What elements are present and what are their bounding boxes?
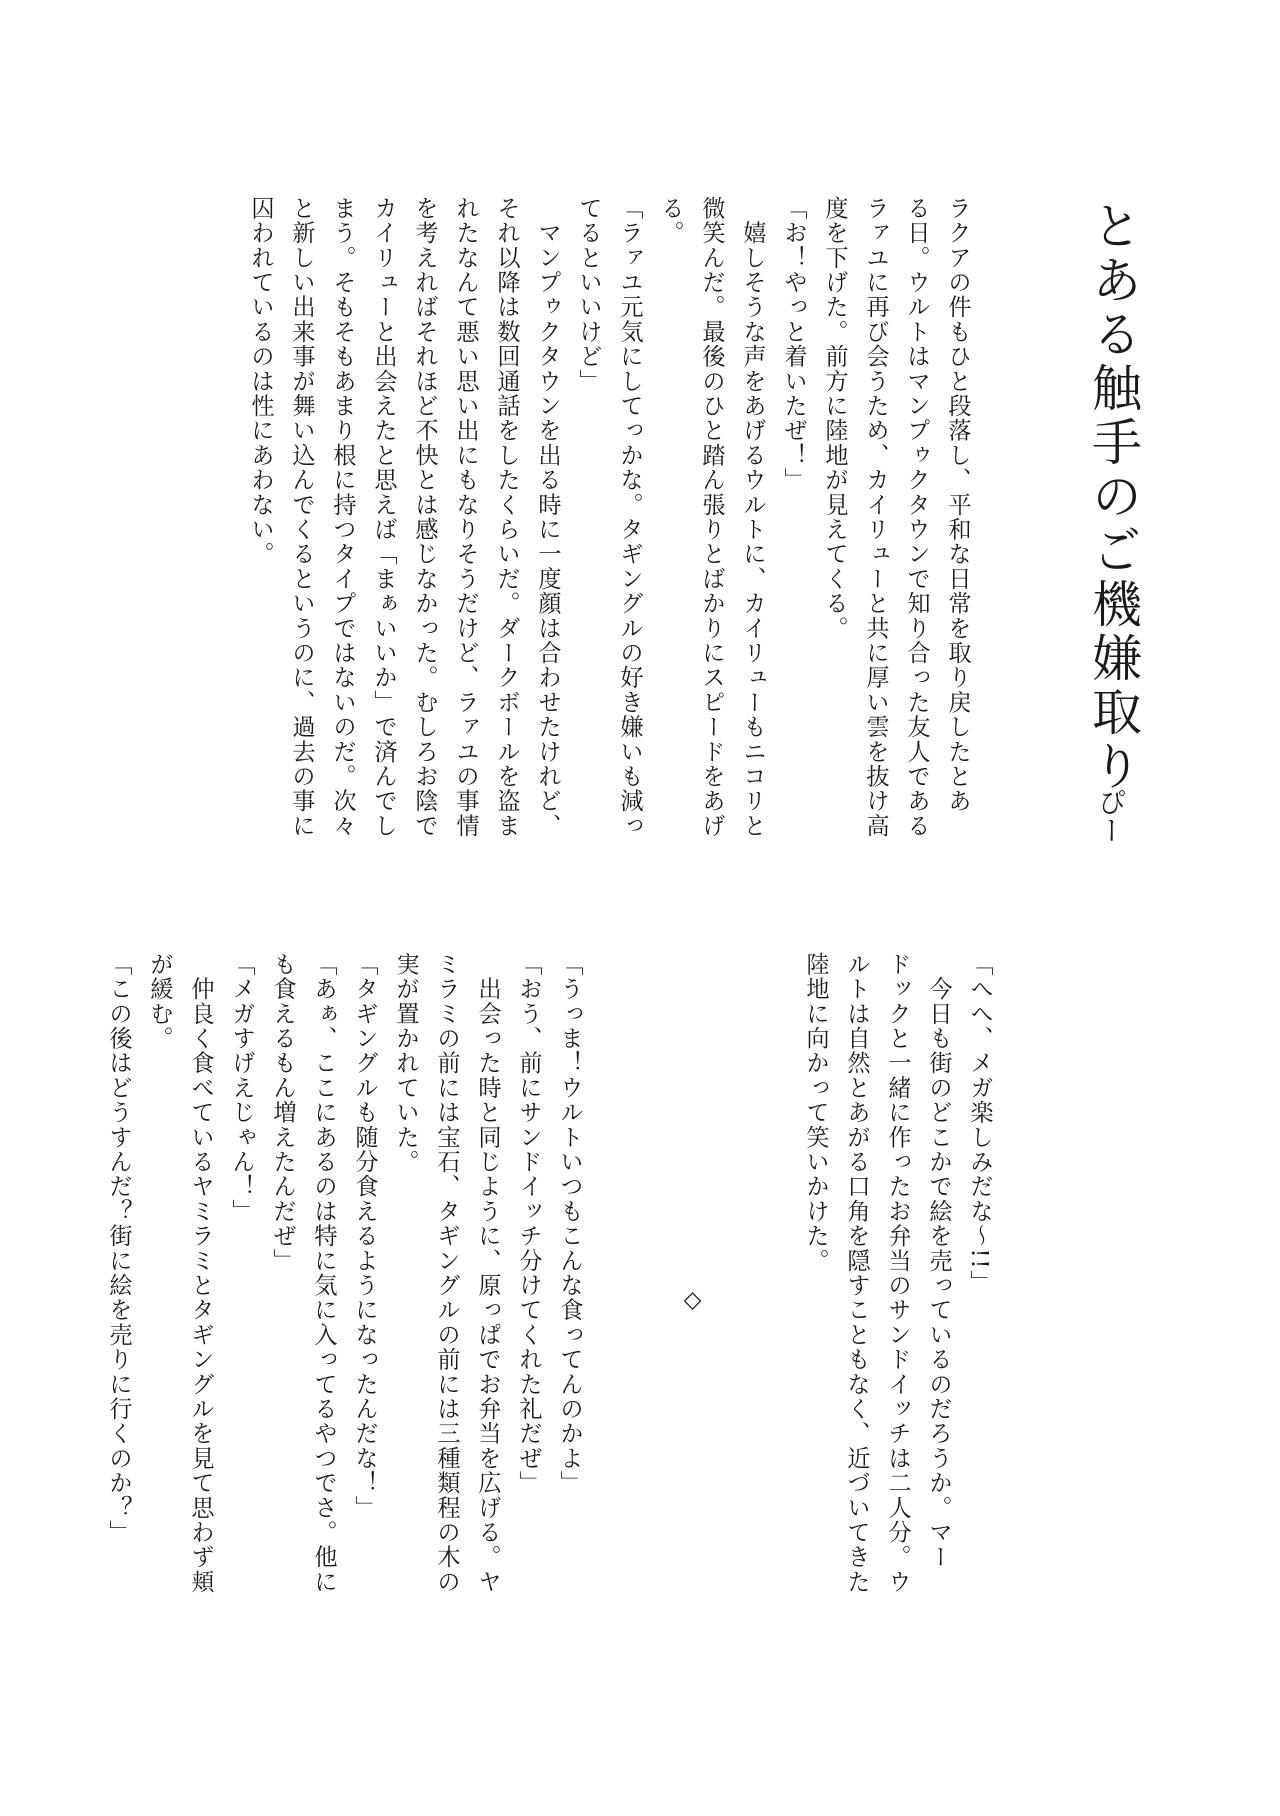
- text-line: 微笑んだ。最後のひと踏ん張りとばかりにスピードをあげ: [698, 196, 725, 839]
- text-line: 陸地に向かって笑いかけた。: [802, 952, 829, 1274]
- text-line: 「へへ、メガ楽しみだな〜!!」: [966, 952, 993, 1295]
- text-line: る日。ウルトはマンプゥクタウンで知り合った友人である: [903, 196, 930, 839]
- text-line: 今日も街のどこかで絵を売っているのだろうか。マー: [925, 952, 952, 1570]
- text-line: カイリューと出会えたと思えば「まぁいいか」で済んでし: [370, 196, 397, 839]
- text-line: 「タギングルも随分食えるようになったんだな！」: [351, 952, 378, 1521]
- text-line: ルトは自然とあがる口角を隠すこともなく、近づいてきた: [843, 952, 870, 1595]
- text-line: マンプゥクタウンを出る時に一度顔は合わせたけれど、: [534, 196, 561, 839]
- author-name: ぴー: [1094, 788, 1127, 844]
- text-block-bottom: [105, 952, 1000, 1648]
- text-block-top: [160, 196, 978, 876]
- text-line: ミラミの前には宝石、タギングルの前には三種類程の木の: [433, 952, 460, 1595]
- text-line: 「この後はどうすんだ？街に絵を売りに行くのか？」: [105, 952, 132, 1545]
- text-line: も食えるもん増えたんだぜ」: [269, 952, 296, 1274]
- text-line: を考えればそれほど不快とは感じなかった。むしろお陰で: [411, 196, 438, 839]
- text-line: 実が置かれていた。: [392, 952, 419, 1175]
- text-line: 「おう、前にサンドイッチ分けてくれた礼だぜ」: [515, 952, 542, 1496]
- text-line: れたなんて悪い思い出にもなりそうだけど、ラァユの事情: [452, 196, 479, 839]
- text-line: 「メガすげえじゃん！」: [228, 952, 255, 1224]
- text-line: 「うっま！ウルトいつもこんな食ってんのかよ」: [556, 952, 583, 1496]
- text-line: てるといいけど」: [575, 196, 602, 394]
- text-line: 仲良く食べているヤミラミとタギングルを見て思わず頬: [187, 952, 214, 1595]
- text-line: ラクアの件もひと段落し、平和な日常を取り戻したとあ: [944, 196, 971, 814]
- text-line: が緩む。: [146, 952, 173, 1051]
- text-line: 出会った時と同じように、原っぱでお弁当を広げる。ヤ: [474, 952, 501, 1595]
- section-gap: [713, 952, 795, 1648]
- text-line: ラァユに再び会うため、カイリューと共に厚い雲を抜け高: [862, 196, 889, 839]
- text-line: ドックと一緒に作ったお弁当のサンドイッチは二人分。ウ: [884, 952, 911, 1595]
- text-line: る。: [657, 196, 684, 246]
- text-line: と新しい出来事が舞い込んでくるというのに、過去の事に: [288, 196, 315, 839]
- story-title: とある触手のご機嫌取り: [1084, 200, 1142, 794]
- section-gap: [590, 952, 672, 1648]
- text-line: 「ラァユ元気にしてっかな。タギングルの好き嫌いも減っ: [616, 196, 643, 839]
- text-line: 度を下げた。前方に陸地が見えてくる。: [821, 196, 848, 641]
- text-line: それ以降は数回通話をしたくらいだ。ダークボールを盗ま: [493, 196, 520, 839]
- text-line: 「お！やっと着いたぜ！」: [780, 196, 807, 493]
- section-separator: ◇: [679, 1285, 706, 1315]
- text-line: 嬉しそうな声をあげるウルトに、カイリューもニコリと: [739, 196, 766, 839]
- text-line: まう。そもそもあまり根に持つタイプではないのだ。次々: [329, 196, 356, 839]
- text-line: 「あぁ、ここにあるのは特に気に入ってるやつでさ。他に: [310, 952, 337, 1595]
- text-line: 囚われているのは性にあわない。: [247, 196, 274, 567]
